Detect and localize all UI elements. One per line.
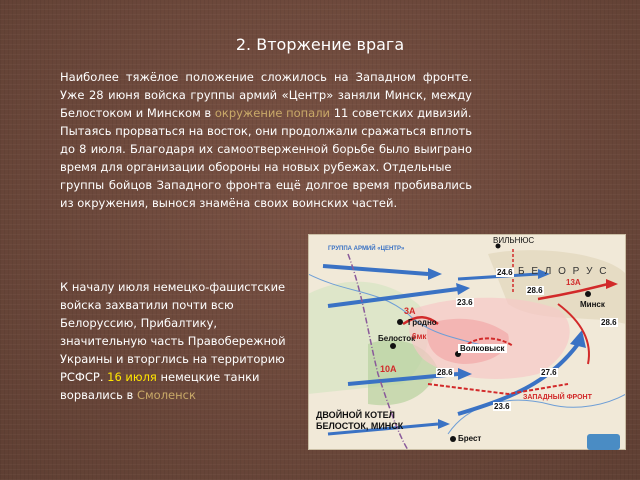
map-label-vilnius: ВИЛЬНЮС (493, 236, 535, 245)
battle-map (308, 234, 626, 450)
highlight-smolensk: Смоленск (136, 388, 196, 402)
map-date-label: 23.6 (494, 402, 510, 411)
map-label-bialystok: Белосток (378, 334, 416, 343)
text-segment: К началу июля немецко-фашистские войска захватили почти всю Белоруссию, Прибалтику, значительную часть Правобережной Украины и вторглись на территорию РСФСР. (60, 280, 286, 384)
paragraph-line-3: группы бойцов Западного фронта ещё долгое время пробивались из окружения, вынося знамёна своих воинских частей. (60, 178, 472, 210)
map-caption-line: ДВОЙНОЙ КОТЕЛ (316, 410, 395, 420)
slide-title: 2. Вторжение врага (235, 35, 405, 54)
text-segment: 11 советских дивизий. (330, 106, 472, 120)
paragraph-western-front (60, 68, 472, 212)
map-date-label: 28.6 (437, 368, 453, 377)
map-date-label: 28.6 (527, 286, 543, 295)
map-date-label: 24.6 (497, 268, 513, 277)
text-segment: немецкие танки ворвались в (60, 370, 260, 402)
map-army-label: 13А (566, 278, 581, 287)
highlight-date: 16 июля (107, 370, 157, 384)
map-label-army-group: ГРУППА АРМИЙ «ЦЕНТР» (328, 246, 405, 252)
next-slide-button[interactable] (587, 434, 620, 450)
map-label-volkovysk: Волковыск (460, 344, 505, 353)
highlight-encirclement: окружение попали (214, 106, 331, 120)
map-date-label: 28.6 (601, 318, 617, 327)
map-army-label: 6мк (412, 332, 427, 341)
map-date-label: 23.6 (457, 298, 473, 307)
map-army-label: 3А (404, 306, 416, 316)
map-label-belorussia: Б Е Л О Р У С (518, 266, 609, 277)
paragraph-line-1 (60, 68, 472, 122)
map-army-label: 10А (380, 364, 397, 374)
map-caption-line: БЕЛОСТОК, МИНСК (316, 421, 404, 431)
map-label-brest: Брест (458, 434, 482, 443)
paragraph-july-advance (60, 278, 304, 404)
text-segment: Наиболее тяжёлое положение сложилось на Западном фронте. Уже 28 июня войска группы армий «Центр» заняли Минск, между Белостоком и Минском в (60, 70, 472, 120)
map-caption (316, 410, 416, 432)
map-label-western-front: ЗАПАДНЫЙ ФРОНТ (523, 394, 592, 401)
map-date-label: 27.6 (541, 368, 557, 377)
map-label-minsk: Минск (580, 300, 605, 309)
map-label-grodno: Гродно (408, 318, 437, 327)
paragraph-line-2: Пытаясь прорваться на восток, они продолжали сражаться вплоть до 8 июля. Благодаря их самоотверженной борьбе было выиграно время для организации обороны на новых рубежах. Отдельные (60, 124, 472, 174)
